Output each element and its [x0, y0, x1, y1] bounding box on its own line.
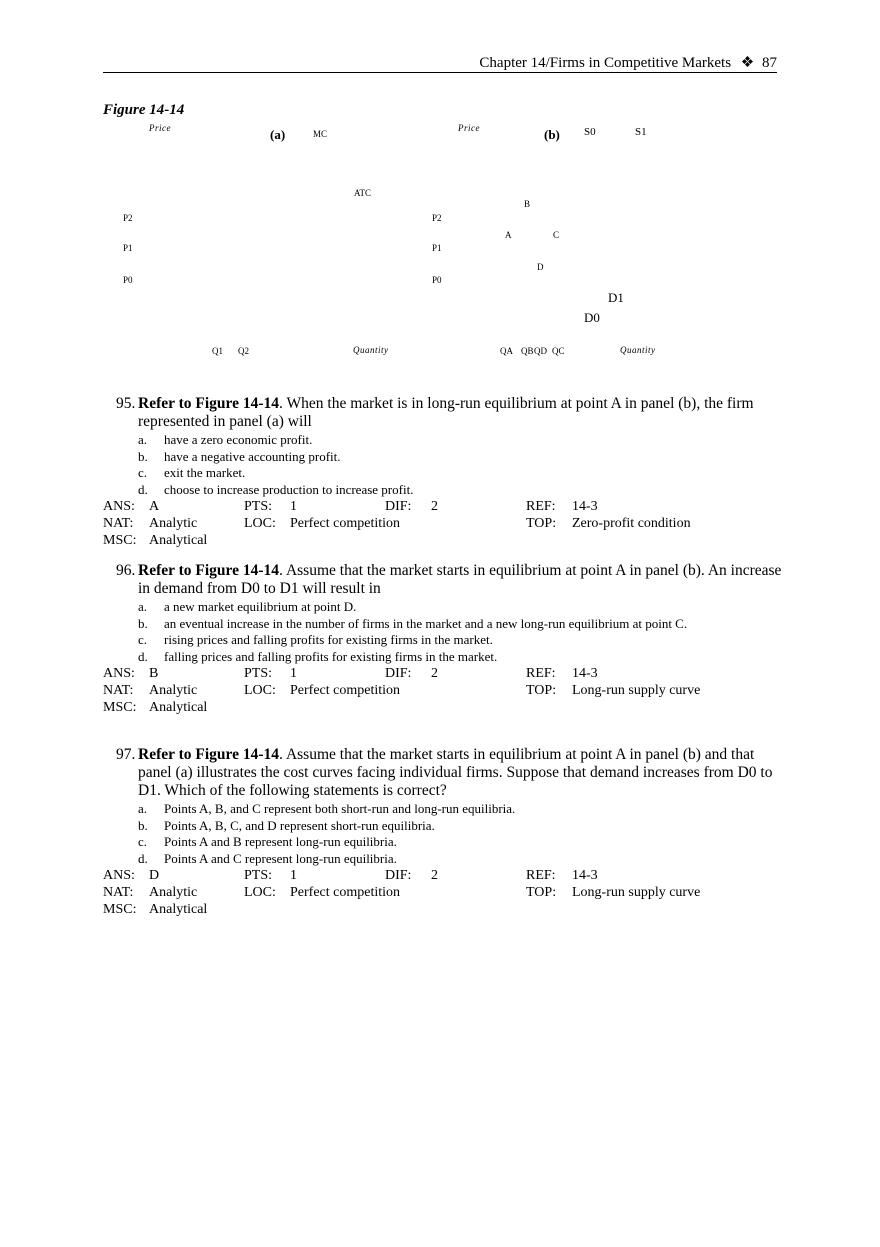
panel-a-p1-label: P1 — [123, 243, 133, 253]
nat-meta-row: NAT: Analytic LOC: Perfect competition TOP: Long-run supply curve — [103, 683, 701, 698]
option-c: c. Points A and B represent long-run equilibria. — [138, 834, 397, 849]
point-b-label: B — [524, 199, 531, 209]
option-c: c. exit the market. — [138, 465, 246, 480]
option-b: b. have a negative accounting profit. — [138, 448, 341, 464]
option-a: a. have a zero economic profit. — [138, 432, 313, 447]
answer-meta-row: ANS: A PTS: 1 DIF: 2 REF: 14-3 — [103, 499, 598, 514]
panel-a-label: (a) — [270, 127, 286, 142]
d0-curve-label: D0 — [584, 310, 600, 325]
panel-a-q2-label: Q2 — [238, 346, 249, 356]
option-a: a. Points A, B, and C represent both short-run and long-run equilibria. — [138, 801, 516, 816]
s1-curve-label: S1 — [635, 126, 647, 138]
option-d: d. Points A and C represent long-run equilibria. — [138, 850, 397, 866]
question-97 — [103, 746, 783, 918]
question-95 — [103, 395, 783, 549]
question-96 — [103, 562, 783, 716]
question-ref: Refer to Figure 14-14 — [138, 395, 280, 412]
option-b: b. Points A, B, C, and D represent short-run equilibria. — [138, 817, 435, 833]
question-stem: . Assume that the market starts in equilibrium at point A in panel (b). An increase in demand from D0 to D1 will result in — [138, 562, 782, 597]
qb-label: QB — [521, 346, 534, 356]
panel-a-p2-label: P2 — [123, 213, 133, 223]
figure-title: Figure 14-14 — [103, 102, 185, 118]
qd-label: QD — [534, 346, 547, 356]
option-d: d. falling prices and falling profits for existing firms in the market. — [138, 648, 498, 664]
point-a-label: A — [505, 230, 512, 240]
panel-a-p0-label: P0 — [123, 275, 133, 285]
panel-a-x-axis-label: Quantity — [353, 345, 389, 355]
panel-a-q1-label: Q1 — [212, 346, 223, 356]
option-b: b. an eventual increase in the number of firms in the market and a new long-run equilibrium at point C. — [138, 615, 688, 631]
question-number: 97. — [116, 746, 136, 763]
qc-label: QC — [552, 346, 565, 356]
panel-b-p2-label: P2 — [432, 213, 442, 223]
panel-b-label: (b) — [544, 127, 560, 142]
question-ref: Refer to Figure 14-14 — [138, 562, 280, 579]
answer-value: D — [149, 868, 160, 883]
option-c: c. rising prices and falling profits for existing firms in the market. — [138, 632, 493, 647]
question-stem: . When the market is in long-run equilibrium at point A in panel (b), the firm represented in panel (a) will — [138, 395, 754, 430]
panel-b-y-axis-label: Price — [458, 123, 480, 133]
d1-curve-label: D1 — [608, 290, 624, 305]
page-number: 87 — [762, 55, 777, 71]
question-number: 95. — [116, 395, 136, 412]
option-d: d. choose to increase production to increase profit. — [138, 481, 414, 497]
page-header — [479, 53, 777, 72]
panel-a-y-axis-label: Price — [149, 123, 171, 133]
msc-meta-row: MSC: Analytical — [103, 902, 208, 917]
option-a: a. a new market equilibrium at point D. — [138, 599, 357, 614]
question-ref: Refer to Figure 14-14 — [138, 746, 280, 763]
answer-meta-row: ANS: D PTS: 1 DIF: 2 REF: 14-3 — [103, 868, 598, 883]
option-list — [138, 432, 783, 498]
nat-meta-row: NAT: Analytic LOC: Perfect competition TOP: Zero-profit condition — [103, 516, 691, 531]
s0-curve-label: S0 — [584, 126, 596, 138]
header-rule — [103, 72, 777, 73]
point-d-label: D — [537, 262, 544, 272]
qa-label: QA — [500, 346, 513, 356]
mc-curve-label: MC — [313, 129, 328, 139]
panel-b-p0-label: P0 — [432, 275, 442, 285]
msc-meta-row: MSC: Analytical — [103, 700, 208, 715]
ornament-icon: ❖ — [740, 55, 755, 71]
chapter-title: Chapter 14/Firms in Competitive Markets — [479, 55, 732, 71]
atc-curve-label: ATC — [354, 188, 372, 198]
point-c-label: C — [553, 230, 560, 240]
option-list — [138, 801, 783, 867]
answer-value: B — [149, 666, 159, 681]
question-stem: . Assume that the market starts in equilibrium at point A in panel (b) and that panel (a) illustrates the cost curves facing individual firms. Suppose that demand increases from D0 to D1. Which of the following statements is correct? — [138, 746, 773, 799]
msc-meta-row: MSC: Analytical — [103, 533, 208, 548]
answer-value: A — [149, 499, 160, 514]
panel-b-x-axis-label: Quantity — [620, 345, 656, 355]
panel-b-p1-label: P1 — [432, 243, 442, 253]
option-list — [138, 599, 783, 665]
answer-meta-row: ANS: B PTS: 1 DIF: 2 REF: 14-3 — [103, 666, 598, 681]
question-number: 96. — [116, 562, 136, 579]
nat-meta-row: NAT: Analytic LOC: Perfect competition TOP: Long-run supply curve — [103, 885, 701, 900]
